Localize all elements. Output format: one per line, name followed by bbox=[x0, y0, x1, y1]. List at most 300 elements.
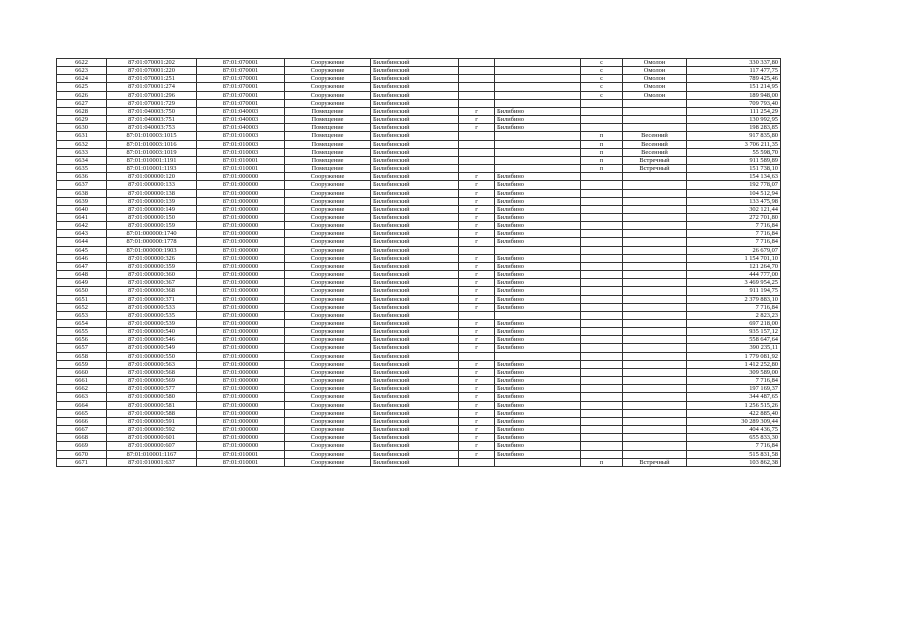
cadastral-quarter-cell: 87:01:000000 bbox=[197, 287, 285, 295]
cadastral-quarter-cell: 87:01:000000 bbox=[197, 295, 285, 303]
locality-type-cell bbox=[459, 246, 495, 254]
cadastral-value-cell: 390 235,11 bbox=[687, 344, 781, 352]
locality-type-cell: г bbox=[459, 385, 495, 393]
row-number-cell: 6628 bbox=[57, 107, 107, 115]
locality-name-cell: Билибино bbox=[495, 417, 581, 425]
row-number-cell: 6642 bbox=[57, 222, 107, 230]
table-row bbox=[57, 311, 781, 319]
cadastral-quarter-cell: 87:01:040003 bbox=[197, 116, 285, 124]
locality-name-cell: Билибино bbox=[495, 385, 581, 393]
row-number-cell: 6654 bbox=[57, 320, 107, 328]
table-row bbox=[57, 59, 781, 67]
locality-type-cell bbox=[459, 83, 495, 91]
locality-name-cell: Билибино bbox=[495, 344, 581, 352]
cadastral-quarter-cell: 87:01:000000 bbox=[197, 352, 285, 360]
object-type-cell: Сооружение bbox=[285, 417, 371, 425]
locality-type-cell: г bbox=[459, 360, 495, 368]
table-row bbox=[57, 352, 781, 360]
object-type-cell: Сооружение bbox=[285, 311, 371, 319]
settlement-name-cell: Омолон bbox=[623, 91, 687, 99]
cadastral-number-cell: 87:01:000000:577 bbox=[107, 385, 197, 393]
locality-name-cell bbox=[495, 99, 581, 107]
object-type-cell: Помещение bbox=[285, 156, 371, 164]
object-type-cell: Помещение bbox=[285, 124, 371, 132]
table-row bbox=[57, 328, 781, 336]
row-number-cell: 6647 bbox=[57, 262, 107, 270]
cadastral-quarter-cell: 87:01:010001 bbox=[197, 458, 285, 466]
cadastral-number-cell: 87:01:000000:535 bbox=[107, 311, 197, 319]
cadastral-number-cell: 87:01:010001:1167 bbox=[107, 450, 197, 458]
district-cell: Билибинский bbox=[371, 295, 459, 303]
cadastral-quarter-cell: 87:01:000000 bbox=[197, 336, 285, 344]
row-number-cell: 6670 bbox=[57, 450, 107, 458]
table-row bbox=[57, 401, 781, 409]
district-cell: Билибинский bbox=[371, 99, 459, 107]
locality-type-cell: г bbox=[459, 434, 495, 442]
table-row bbox=[57, 132, 781, 140]
row-number-cell: 6649 bbox=[57, 279, 107, 287]
cadastral-number-cell: 87:01:000000:592 bbox=[107, 426, 197, 434]
locality-name-cell: Билибино bbox=[495, 124, 581, 132]
row-number-cell: 6623 bbox=[57, 67, 107, 75]
object-type-cell: Сооружение bbox=[285, 287, 371, 295]
locality-type-cell: г bbox=[459, 368, 495, 376]
settlement-type-cell bbox=[581, 279, 623, 287]
district-cell: Билибинский bbox=[371, 91, 459, 99]
settlement-type-cell bbox=[581, 377, 623, 385]
settlement-type-cell bbox=[581, 254, 623, 262]
district-cell: Билибинский bbox=[371, 197, 459, 205]
locality-type-cell bbox=[459, 91, 495, 99]
cadastral-value-cell: 151 214,95 bbox=[687, 83, 781, 91]
locality-type-cell: г bbox=[459, 336, 495, 344]
cadastral-number-cell: 87:01:070001:220 bbox=[107, 67, 197, 75]
locality-name-cell: Билибино bbox=[495, 320, 581, 328]
settlement-type-cell bbox=[581, 124, 623, 132]
row-number-cell: 6661 bbox=[57, 377, 107, 385]
table-row bbox=[57, 426, 781, 434]
cadastral-quarter-cell: 87:01:000000 bbox=[197, 189, 285, 197]
cadastral-number-cell: 87:01:000000:539 bbox=[107, 320, 197, 328]
cadastral-quarter-cell: 87:01:000000 bbox=[197, 344, 285, 352]
row-number-cell: 6635 bbox=[57, 165, 107, 173]
object-type-cell: Сооружение bbox=[285, 59, 371, 67]
locality-type-cell: г bbox=[459, 173, 495, 181]
table-row bbox=[57, 189, 781, 197]
district-cell: Билибинский bbox=[371, 385, 459, 393]
district-cell: Билибинский bbox=[371, 336, 459, 344]
locality-type-cell bbox=[459, 132, 495, 140]
cadastral-value-cell: 344 487,65 bbox=[687, 393, 781, 401]
settlement-type-cell: п bbox=[581, 140, 623, 148]
row-number-cell: 6631 bbox=[57, 132, 107, 140]
cadastral-value-cell: 697 218,00 bbox=[687, 320, 781, 328]
settlement-name-cell bbox=[623, 434, 687, 442]
locality-type-cell: г bbox=[459, 377, 495, 385]
object-type-cell: Сооружение bbox=[285, 320, 371, 328]
row-number-cell: 6629 bbox=[57, 116, 107, 124]
cadastral-quarter-cell: 87:01:000000 bbox=[197, 426, 285, 434]
table-row bbox=[57, 148, 781, 156]
cadastral-number-cell: 87:01:000000:549 bbox=[107, 344, 197, 352]
locality-name-cell bbox=[495, 352, 581, 360]
cadastral-value-cell: 655 833,30 bbox=[687, 434, 781, 442]
row-number-cell: 6656 bbox=[57, 336, 107, 344]
cadastral-quarter-cell: 87:01:000000 bbox=[197, 230, 285, 238]
locality-type-cell: г bbox=[459, 442, 495, 450]
settlement-name-cell bbox=[623, 173, 687, 181]
object-type-cell: Сооружение bbox=[285, 173, 371, 181]
settlement-name-cell bbox=[623, 197, 687, 205]
locality-name-cell: Билибино bbox=[495, 238, 581, 246]
settlement-name-cell bbox=[623, 205, 687, 213]
cadastral-number-cell: 87:01:000000:133 bbox=[107, 181, 197, 189]
locality-type-cell: г bbox=[459, 124, 495, 132]
locality-name-cell: Билибино bbox=[495, 107, 581, 115]
district-cell: Билибинский bbox=[371, 116, 459, 124]
district-cell: Билибинский bbox=[371, 352, 459, 360]
table-row bbox=[57, 393, 781, 401]
cadastral-quarter-cell: 87:01:000000 bbox=[197, 377, 285, 385]
locality-type-cell: г bbox=[459, 320, 495, 328]
settlement-name-cell bbox=[623, 279, 687, 287]
locality-name-cell: Билибино bbox=[495, 262, 581, 270]
settlement-type-cell bbox=[581, 320, 623, 328]
object-type-cell: Сооружение bbox=[285, 385, 371, 393]
cadastral-value-cell: 3 706 211,35 bbox=[687, 140, 781, 148]
locality-type-cell bbox=[459, 458, 495, 466]
object-type-cell: Сооружение bbox=[285, 360, 371, 368]
district-cell: Билибинский bbox=[371, 417, 459, 425]
table-row bbox=[57, 360, 781, 368]
district-cell: Билибинский bbox=[371, 173, 459, 181]
row-number-cell: 6627 bbox=[57, 99, 107, 107]
locality-name-cell: Билибино bbox=[495, 222, 581, 230]
locality-type-cell: г bbox=[459, 295, 495, 303]
settlement-type-cell: с bbox=[581, 67, 623, 75]
settlement-name-cell bbox=[623, 303, 687, 311]
cadastral-quarter-cell: 87:01:000000 bbox=[197, 393, 285, 401]
settlement-name-cell bbox=[623, 287, 687, 295]
settlement-type-cell bbox=[581, 409, 623, 417]
locality-name-cell: Билибино bbox=[495, 271, 581, 279]
cadastral-quarter-cell: 87:01:000000 bbox=[197, 401, 285, 409]
object-type-cell: Сооружение bbox=[285, 197, 371, 205]
row-number-cell: 6665 bbox=[57, 409, 107, 417]
locality-type-cell: г bbox=[459, 344, 495, 352]
settlement-type-cell bbox=[581, 271, 623, 279]
district-cell: Билибинский bbox=[371, 107, 459, 115]
cadastral-number-cell: 87:01:000000:159 bbox=[107, 222, 197, 230]
cadastral-number-cell: 87:01:000000:1903 bbox=[107, 246, 197, 254]
row-number-cell: 6622 bbox=[57, 59, 107, 67]
object-type-cell: Сооружение bbox=[285, 426, 371, 434]
cadastral-value-cell: 789 425,46 bbox=[687, 75, 781, 83]
object-type-cell: Сооружение bbox=[285, 189, 371, 197]
table-row bbox=[57, 181, 781, 189]
cadastral-number-cell: 87:01:070001:274 bbox=[107, 83, 197, 91]
row-number-cell: 6669 bbox=[57, 442, 107, 450]
locality-type-cell: г bbox=[459, 222, 495, 230]
settlement-name-cell bbox=[623, 426, 687, 434]
settlement-type-cell bbox=[581, 213, 623, 221]
locality-type-cell: г bbox=[459, 271, 495, 279]
object-type-cell: Сооружение bbox=[285, 222, 371, 230]
row-number-cell: 6632 bbox=[57, 140, 107, 148]
settlement-name-cell bbox=[623, 271, 687, 279]
settlement-type-cell bbox=[581, 385, 623, 393]
locality-name-cell bbox=[495, 140, 581, 148]
object-type-cell: Сооружение bbox=[285, 344, 371, 352]
table-row bbox=[57, 279, 781, 287]
row-number-cell: 6659 bbox=[57, 360, 107, 368]
locality-name-cell: Билибино bbox=[495, 426, 581, 434]
table-row bbox=[57, 295, 781, 303]
table-row bbox=[57, 344, 781, 352]
settlement-type-cell bbox=[581, 450, 623, 458]
settlement-name-cell bbox=[623, 417, 687, 425]
settlement-name-cell bbox=[623, 246, 687, 254]
cadastral-number-cell: 87:01:070001:251 bbox=[107, 75, 197, 83]
district-cell: Билибинский bbox=[371, 320, 459, 328]
cadastral-quarter-cell: 87:01:070001 bbox=[197, 59, 285, 67]
row-number-cell: 6668 bbox=[57, 434, 107, 442]
settlement-name-cell bbox=[623, 238, 687, 246]
cadastral-quarter-cell: 87:01:000000 bbox=[197, 254, 285, 262]
settlement-type-cell bbox=[581, 311, 623, 319]
cadastral-quarter-cell: 87:01:000000 bbox=[197, 442, 285, 450]
settlement-name-cell bbox=[623, 368, 687, 376]
settlement-name-cell bbox=[623, 450, 687, 458]
locality-name-cell: Билибино bbox=[495, 409, 581, 417]
settlement-name-cell bbox=[623, 442, 687, 450]
locality-type-cell: г bbox=[459, 450, 495, 458]
locality-name-cell: Билибино bbox=[495, 230, 581, 238]
settlement-name-cell bbox=[623, 124, 687, 132]
table-row bbox=[57, 205, 781, 213]
settlement-name-cell bbox=[623, 99, 687, 107]
cadastral-number-cell: 87:01:000000:550 bbox=[107, 352, 197, 360]
cadastral-quarter-cell: 87:01:010003 bbox=[197, 148, 285, 156]
table-row bbox=[57, 67, 781, 75]
table-row bbox=[57, 75, 781, 83]
object-type-cell: Сооружение bbox=[285, 328, 371, 336]
cadastral-quarter-cell: 87:01:000000 bbox=[197, 213, 285, 221]
settlement-type-cell bbox=[581, 401, 623, 409]
settlement-type-cell bbox=[581, 295, 623, 303]
settlement-type-cell: п bbox=[581, 165, 623, 173]
locality-type-cell: г bbox=[459, 409, 495, 417]
locality-type-cell bbox=[459, 156, 495, 164]
row-number-cell: 6648 bbox=[57, 271, 107, 279]
district-cell: Билибинский bbox=[371, 442, 459, 450]
locality-type-cell: г bbox=[459, 213, 495, 221]
object-type-cell: Сооружение bbox=[285, 409, 371, 417]
district-cell: Билибинский bbox=[371, 59, 459, 67]
object-type-cell: Помещение bbox=[285, 165, 371, 173]
settlement-name-cell bbox=[623, 213, 687, 221]
district-cell: Билибинский bbox=[371, 75, 459, 83]
settlement-name-cell: Весенний bbox=[623, 132, 687, 140]
table-row bbox=[57, 246, 781, 254]
cadastral-value-table bbox=[56, 58, 781, 467]
cadastral-number-cell: 87:01:000000:360 bbox=[107, 271, 197, 279]
locality-name-cell bbox=[495, 246, 581, 254]
object-type-cell: Сооружение bbox=[285, 91, 371, 99]
settlement-type-cell bbox=[581, 417, 623, 425]
cadastral-number-cell: 87:01:000000:569 bbox=[107, 377, 197, 385]
row-number-cell: 6625 bbox=[57, 83, 107, 91]
object-type-cell: Помещение bbox=[285, 140, 371, 148]
cadastral-quarter-cell: 87:01:000000 bbox=[197, 434, 285, 442]
cadastral-number-cell: 87:01:000000:149 bbox=[107, 205, 197, 213]
table-row bbox=[57, 450, 781, 458]
cadastral-value-cell: 189 948,00 bbox=[687, 91, 781, 99]
object-type-cell: Сооружение bbox=[285, 83, 371, 91]
settlement-type-cell bbox=[581, 352, 623, 360]
cadastral-value-cell: 911 194,75 bbox=[687, 287, 781, 295]
settlement-type-cell bbox=[581, 303, 623, 311]
object-type-cell: Сооружение bbox=[285, 246, 371, 254]
object-type-cell: Сооружение bbox=[285, 238, 371, 246]
object-type-cell: Сооружение bbox=[285, 99, 371, 107]
table-row bbox=[57, 442, 781, 450]
settlement-type-cell bbox=[581, 434, 623, 442]
table-row bbox=[57, 107, 781, 115]
locality-name-cell: Билибино bbox=[495, 116, 581, 124]
cadastral-value-cell: 422 885,40 bbox=[687, 409, 781, 417]
locality-name-cell: Билибино bbox=[495, 205, 581, 213]
table-row bbox=[57, 434, 781, 442]
cadastral-value-cell: 130 992,95 bbox=[687, 116, 781, 124]
cadastral-number-cell: 87:01:010003:1016 bbox=[107, 140, 197, 148]
row-number-cell: 6662 bbox=[57, 385, 107, 393]
row-number-cell: 6660 bbox=[57, 368, 107, 376]
locality-name-cell: Билибино bbox=[495, 173, 581, 181]
settlement-name-cell: Омолон bbox=[623, 67, 687, 75]
locality-type-cell: г bbox=[459, 393, 495, 401]
cadastral-quarter-cell: 87:01:010003 bbox=[197, 140, 285, 148]
settlement-type-cell bbox=[581, 246, 623, 254]
cadastral-number-cell: 87:01:000000:546 bbox=[107, 336, 197, 344]
cadastral-number-cell: 87:01:070001:729 bbox=[107, 99, 197, 107]
cadastral-number-cell: 87:01:010001:637 bbox=[107, 458, 197, 466]
cadastral-quarter-cell: 87:01:000000 bbox=[197, 173, 285, 181]
locality-name-cell: Билибино bbox=[495, 197, 581, 205]
locality-type-cell bbox=[459, 67, 495, 75]
district-cell: Билибинский bbox=[371, 238, 459, 246]
locality-type-cell: г bbox=[459, 262, 495, 270]
cadastral-value-cell: 1 779 081,92 bbox=[687, 352, 781, 360]
cadastral-quarter-cell: 87:01:000000 bbox=[197, 271, 285, 279]
row-number-cell: 6633 bbox=[57, 148, 107, 156]
cadastral-quarter-cell: 87:01:010001 bbox=[197, 165, 285, 173]
settlement-type-cell bbox=[581, 442, 623, 450]
cadastral-number-cell: 87:01:000000:581 bbox=[107, 401, 197, 409]
table-row bbox=[57, 91, 781, 99]
row-number-cell: 6658 bbox=[57, 352, 107, 360]
locality-name-cell bbox=[495, 83, 581, 91]
locality-name-cell: Билибино bbox=[495, 295, 581, 303]
locality-type-cell: г bbox=[459, 116, 495, 124]
locality-name-cell: Билибино bbox=[495, 303, 581, 311]
settlement-name-cell bbox=[623, 401, 687, 409]
cadastral-value-cell: 911 589,89 bbox=[687, 156, 781, 164]
settlement-type-cell: п bbox=[581, 458, 623, 466]
locality-type-cell: г bbox=[459, 205, 495, 213]
table-row bbox=[57, 197, 781, 205]
cadastral-number-cell: 87:01:000000:568 bbox=[107, 368, 197, 376]
row-number-cell: 6671 bbox=[57, 458, 107, 466]
table-row bbox=[57, 262, 781, 270]
locality-type-cell: г bbox=[459, 279, 495, 287]
locality-name-cell bbox=[495, 75, 581, 83]
locality-name-cell: Билибино bbox=[495, 368, 581, 376]
cadastral-quarter-cell: 87:01:070001 bbox=[197, 91, 285, 99]
district-cell: Билибинский bbox=[371, 360, 459, 368]
row-number-cell: 6663 bbox=[57, 393, 107, 401]
cadastral-quarter-cell: 87:01:000000 bbox=[197, 222, 285, 230]
object-type-cell: Сооружение bbox=[285, 279, 371, 287]
locality-name-cell bbox=[495, 59, 581, 67]
locality-name-cell: Билибино bbox=[495, 450, 581, 458]
cadastral-number-cell: 87:01:000000:1740 bbox=[107, 230, 197, 238]
settlement-type-cell bbox=[581, 116, 623, 124]
cadastral-value-cell: 444 777,00 bbox=[687, 271, 781, 279]
cadastral-quarter-cell: 87:01:070001 bbox=[197, 67, 285, 75]
cadastral-value-cell: 7 716,84 bbox=[687, 442, 781, 450]
locality-type-cell: г bbox=[459, 181, 495, 189]
locality-name-cell: Билибино bbox=[495, 393, 581, 401]
cadastral-number-cell: 87:01:000000:591 bbox=[107, 417, 197, 425]
cadastral-number-cell: 87:01:000000:150 bbox=[107, 213, 197, 221]
settlement-type-cell: с bbox=[581, 83, 623, 91]
cadastral-number-cell: 87:01:000000:563 bbox=[107, 360, 197, 368]
object-type-cell: Сооружение bbox=[285, 271, 371, 279]
cadastral-number-cell: 87:01:000000:359 bbox=[107, 262, 197, 270]
settlement-type-cell bbox=[581, 426, 623, 434]
cadastral-number-cell: 87:01:070001:296 bbox=[107, 91, 197, 99]
object-type-cell: Сооружение bbox=[285, 442, 371, 450]
locality-name-cell bbox=[495, 148, 581, 156]
object-type-cell: Сооружение bbox=[285, 393, 371, 401]
cadastral-number-cell: 87:01:000000:607 bbox=[107, 442, 197, 450]
cadastral-value-cell: 30 289 309,44 bbox=[687, 417, 781, 425]
district-cell: Билибинский bbox=[371, 165, 459, 173]
settlement-type-cell bbox=[581, 360, 623, 368]
locality-name-cell: Билибино bbox=[495, 213, 581, 221]
locality-type-cell bbox=[459, 311, 495, 319]
cadastral-number-cell: 87:01:000000:138 bbox=[107, 189, 197, 197]
district-cell: Билибинский bbox=[371, 181, 459, 189]
settlement-name-cell bbox=[623, 181, 687, 189]
district-cell: Билибинский bbox=[371, 426, 459, 434]
cadastral-value-cell: 7 716,84 bbox=[687, 303, 781, 311]
cadastral-quarter-cell: 87:01:040003 bbox=[197, 124, 285, 132]
object-type-cell: Сооружение bbox=[285, 368, 371, 376]
settlement-type-cell bbox=[581, 173, 623, 181]
settlement-name-cell bbox=[623, 409, 687, 417]
table-row bbox=[57, 417, 781, 425]
row-number-cell: 6655 bbox=[57, 328, 107, 336]
cadastral-number-cell: 87:01:010003:1015 bbox=[107, 132, 197, 140]
locality-name-cell: Билибино bbox=[495, 360, 581, 368]
district-cell: Билибинский bbox=[371, 458, 459, 466]
cadastral-number-cell: 87:01:000000:1778 bbox=[107, 238, 197, 246]
locality-type-cell bbox=[459, 140, 495, 148]
locality-name-cell: Билибино bbox=[495, 287, 581, 295]
cadastral-value-cell: 709 793,40 bbox=[687, 99, 781, 107]
